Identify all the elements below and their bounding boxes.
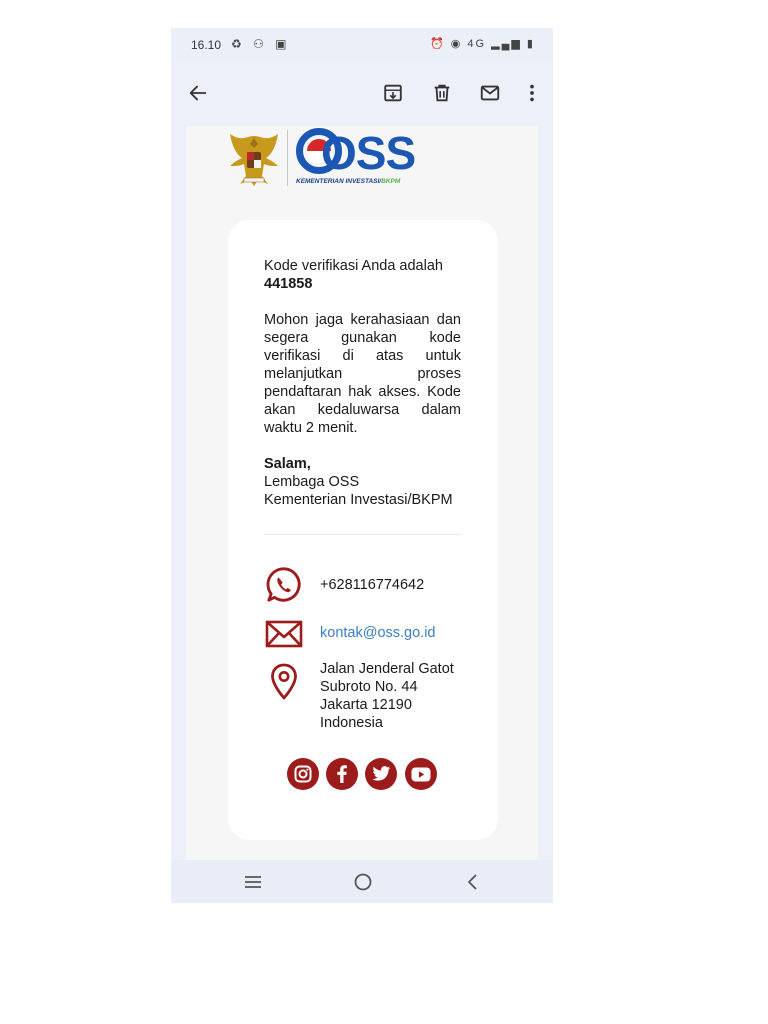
body-paragraph: Mohon jaga kerahasiaan dan segera gunakan kode verifikasi di atas untuk melanjutkan proses pendaftaran hak akses. Kode akan kedaluwarsa dalam waktu 2 menit. (264, 312, 461, 436)
back-arrow-icon[interactable] (185, 80, 211, 106)
verification-code: 441858 (264, 276, 313, 292)
verification-prefix: Kode verifikasi Anda adalah (264, 258, 443, 274)
whatsapp-icon (264, 566, 304, 604)
notification-icons: ♻ ⚇ ▣ (231, 37, 291, 51)
network-label: 4G (467, 38, 487, 50)
system-nav-bar (171, 860, 553, 903)
archive-icon[interactable] (380, 80, 406, 106)
address-line: Jakarta 12190 (320, 697, 412, 713)
contact-phone[interactable]: +628116774642 (320, 577, 425, 593)
recents-icon[interactable] (241, 870, 265, 894)
address-line: Subroto No. 44 (320, 679, 418, 695)
location-pin-icon (264, 663, 304, 701)
divider (264, 534, 461, 535)
oss-logo (226, 126, 426, 190)
back-icon[interactable] (461, 870, 485, 894)
more-vert-icon[interactable] (519, 80, 545, 106)
greeting: Salam, (264, 456, 311, 472)
logo-divider (287, 130, 288, 186)
email-card (228, 220, 498, 840)
home-icon[interactable] (351, 870, 375, 894)
sender-org: Lembaga OSS (264, 474, 360, 490)
youtube-icon[interactable] (405, 758, 437, 790)
contact-address (320, 660, 454, 732)
sender-ministry: Kementerian Investasi/BKPM (264, 492, 453, 508)
envelope-icon (264, 620, 304, 648)
address-line: Indonesia (320, 715, 383, 731)
system-icons: ⏰ ◉ 4G ▂▄▆ ▮ (430, 38, 535, 50)
phone-screen (171, 28, 553, 903)
status-bar (171, 28, 553, 62)
oss-tagline (296, 178, 400, 185)
delete-icon[interactable] (429, 80, 455, 106)
oss-brand-text: OSS (321, 127, 416, 179)
contact-email-link[interactable]: kontak@oss.go.id (320, 625, 436, 641)
tagline-accent: BKPM (381, 178, 401, 185)
address-line: Jalan Jenderal Gatot (320, 661, 454, 677)
email-content (186, 126, 538, 860)
garuda-emblem-icon (226, 128, 282, 193)
status-time: 16.10 (191, 38, 222, 52)
mark-unread-icon[interactable] (477, 80, 503, 106)
tagline-main: KEMENTERIAN INVESTASI/ (296, 178, 382, 185)
twitter-icon[interactable] (365, 758, 397, 790)
facebook-icon[interactable] (326, 758, 358, 790)
instagram-icon[interactable] (287, 758, 319, 790)
email-toolbar (171, 62, 553, 126)
